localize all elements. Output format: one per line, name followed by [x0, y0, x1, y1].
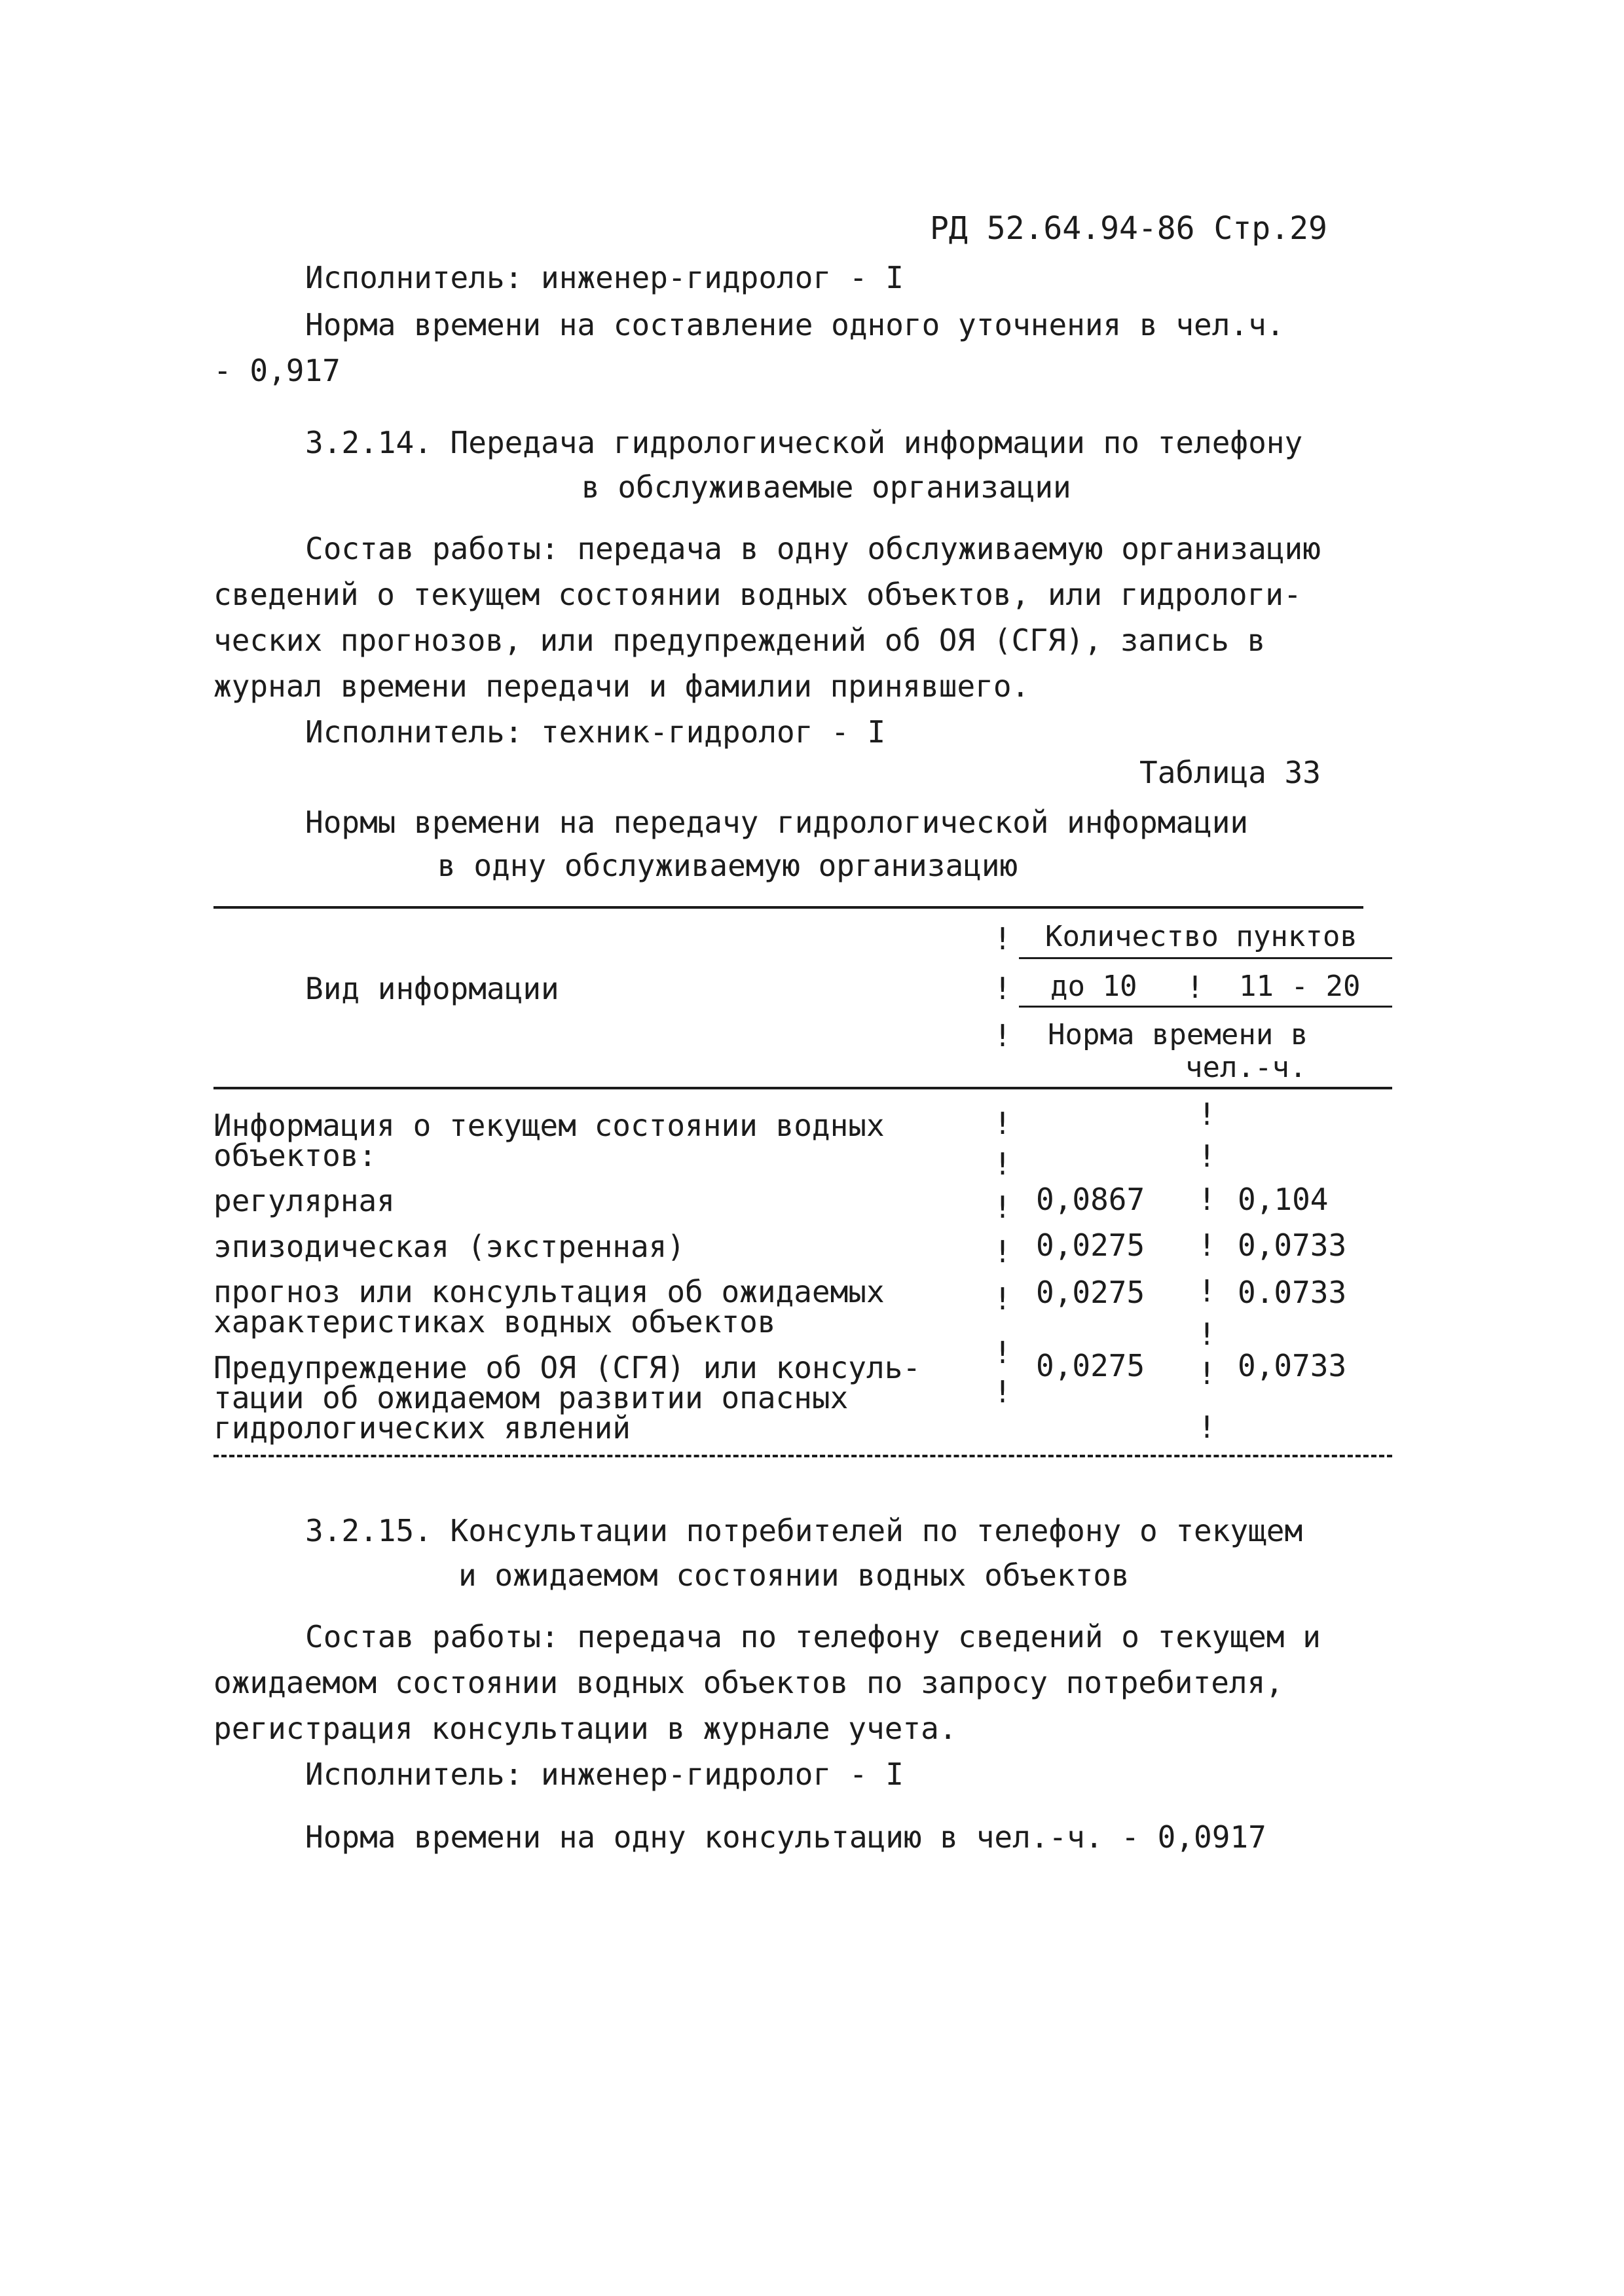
- col-separator: !: [993, 1146, 1012, 1182]
- col-header-group: Количество пунктов: [1045, 920, 1357, 953]
- col-separator: !: [993, 1190, 1012, 1225]
- section-title-cont: в обслуживаемые организации: [581, 469, 1071, 505]
- row-label-cont: тации об ожидаемом развитии опасных: [213, 1380, 849, 1415]
- header-bottom-rule: [213, 1087, 1392, 1089]
- col-separator: !: [993, 921, 1012, 957]
- doc-page-header: РД 52.64.94-86 Стр.29: [930, 210, 1327, 247]
- executor-line: Исполнитель: инженер-гидролог - I: [305, 1757, 904, 1792]
- subcol-underline: [1019, 1006, 1392, 1008]
- col-separator: !: [1198, 1228, 1216, 1263]
- row-label: Предупреждение об ОЯ (СГЯ) или консуль-: [213, 1350, 921, 1385]
- table-label: Таблица 33: [1139, 755, 1321, 790]
- col-header-a: до 10: [1050, 970, 1137, 1003]
- col-separator: !: [1198, 1139, 1216, 1174]
- col-separator: !: [1198, 1182, 1216, 1217]
- row-label-cont: характеристиках водных объектов: [213, 1304, 776, 1339]
- col-separator: !: [1198, 1356, 1216, 1391]
- work-composition-line: ожидаемом состоянии водных объектов по запросу потребителя,: [213, 1665, 1283, 1700]
- row-value-a: 0,0275: [1036, 1228, 1145, 1263]
- work-composition: Состав работы: передача по телефону сведений о текущем и: [305, 1619, 1321, 1654]
- table-bottom-rule: [213, 1455, 1392, 1457]
- col-separator: !: [993, 1374, 1012, 1410]
- row-value-b: 0,0733: [1238, 1228, 1347, 1263]
- norm-header: Норма времени в: [1048, 1018, 1308, 1051]
- section-title: 3.2.15. Консультации потребителей по телефону о текущем: [305, 1513, 1303, 1548]
- col-separator: !: [993, 971, 1012, 1006]
- work-composition-line: ческих прогнозов, или предупреждений об ОЯ (СГЯ), запись в: [213, 623, 1266, 658]
- col-separator: !: [1198, 1097, 1216, 1132]
- norm-header-unit: чел.-ч.: [1185, 1051, 1307, 1084]
- executor-line: Исполнитель: инженер-гидролог - I: [305, 260, 904, 295]
- row-label: прогноз или консультация об ожидаемых: [213, 1274, 885, 1309]
- table-caption-cont: в одну обслуживаемую организацию: [437, 848, 1018, 883]
- group-label-cont: объектов:: [213, 1138, 377, 1173]
- col-separator: !: [993, 1234, 1012, 1269]
- executor-line: Исполнитель: техник-гидролог - I: [305, 714, 886, 750]
- col-separator: !: [1198, 1317, 1216, 1352]
- col-header-b: 11 - 20: [1239, 970, 1361, 1003]
- row-value-b: 0.0733: [1238, 1275, 1347, 1310]
- work-composition-line: регистрация консультации в журнале учета.: [213, 1711, 957, 1746]
- row-label: эпизодическая (экстренная): [213, 1229, 686, 1264]
- col-header-info: Вид информации: [305, 971, 559, 1006]
- work-composition-line: сведений о текущем состоянии водных объектов, или гидрологи-: [213, 577, 1302, 612]
- norm-line: Норма времени на одну консультацию в чел.-ч. - 0,0917: [305, 1819, 1266, 1855]
- col-separator: !: [1186, 970, 1204, 1005]
- col-separator: !: [993, 1281, 1012, 1317]
- section-title-cont: и ожидаемом состоянии водных объектов: [458, 1558, 1130, 1593]
- group-label: Информация о текущем состоянии водных: [213, 1108, 885, 1143]
- row-label: регулярная: [213, 1183, 395, 1218]
- row-value-b: 0,0733: [1238, 1348, 1347, 1383]
- norm-line: Норма времени на составление одного уточнения в чел.ч.: [305, 307, 1285, 342]
- col-separator: !: [1198, 1410, 1216, 1445]
- section-title: 3.2.14. Передача гидрологической информации по телефону: [305, 425, 1303, 460]
- col-separator: !: [993, 1335, 1012, 1370]
- table-caption: Нормы времени на передачу гидрологической информации: [305, 805, 1249, 840]
- group-underline: [1019, 957, 1392, 959]
- row-value-a: 0,0275: [1036, 1348, 1145, 1383]
- norm-value: - 0,917: [213, 353, 341, 388]
- col-separator: !: [993, 1106, 1012, 1141]
- work-composition-line: журнал времени передачи и фамилии принявшего.: [213, 668, 1030, 704]
- table-top-rule: [213, 906, 1363, 909]
- row-value-b: 0,104: [1238, 1182, 1329, 1217]
- col-separator: !: [1198, 1273, 1216, 1309]
- work-composition: Состав работы: передача в одну обслуживаемую организацию: [305, 531, 1321, 566]
- row-label-cont: гидрологических явлений: [213, 1410, 631, 1446]
- col-separator: !: [993, 1018, 1012, 1053]
- row-value-a: 0,0275: [1036, 1275, 1145, 1310]
- row-value-a: 0,0867: [1036, 1182, 1145, 1217]
